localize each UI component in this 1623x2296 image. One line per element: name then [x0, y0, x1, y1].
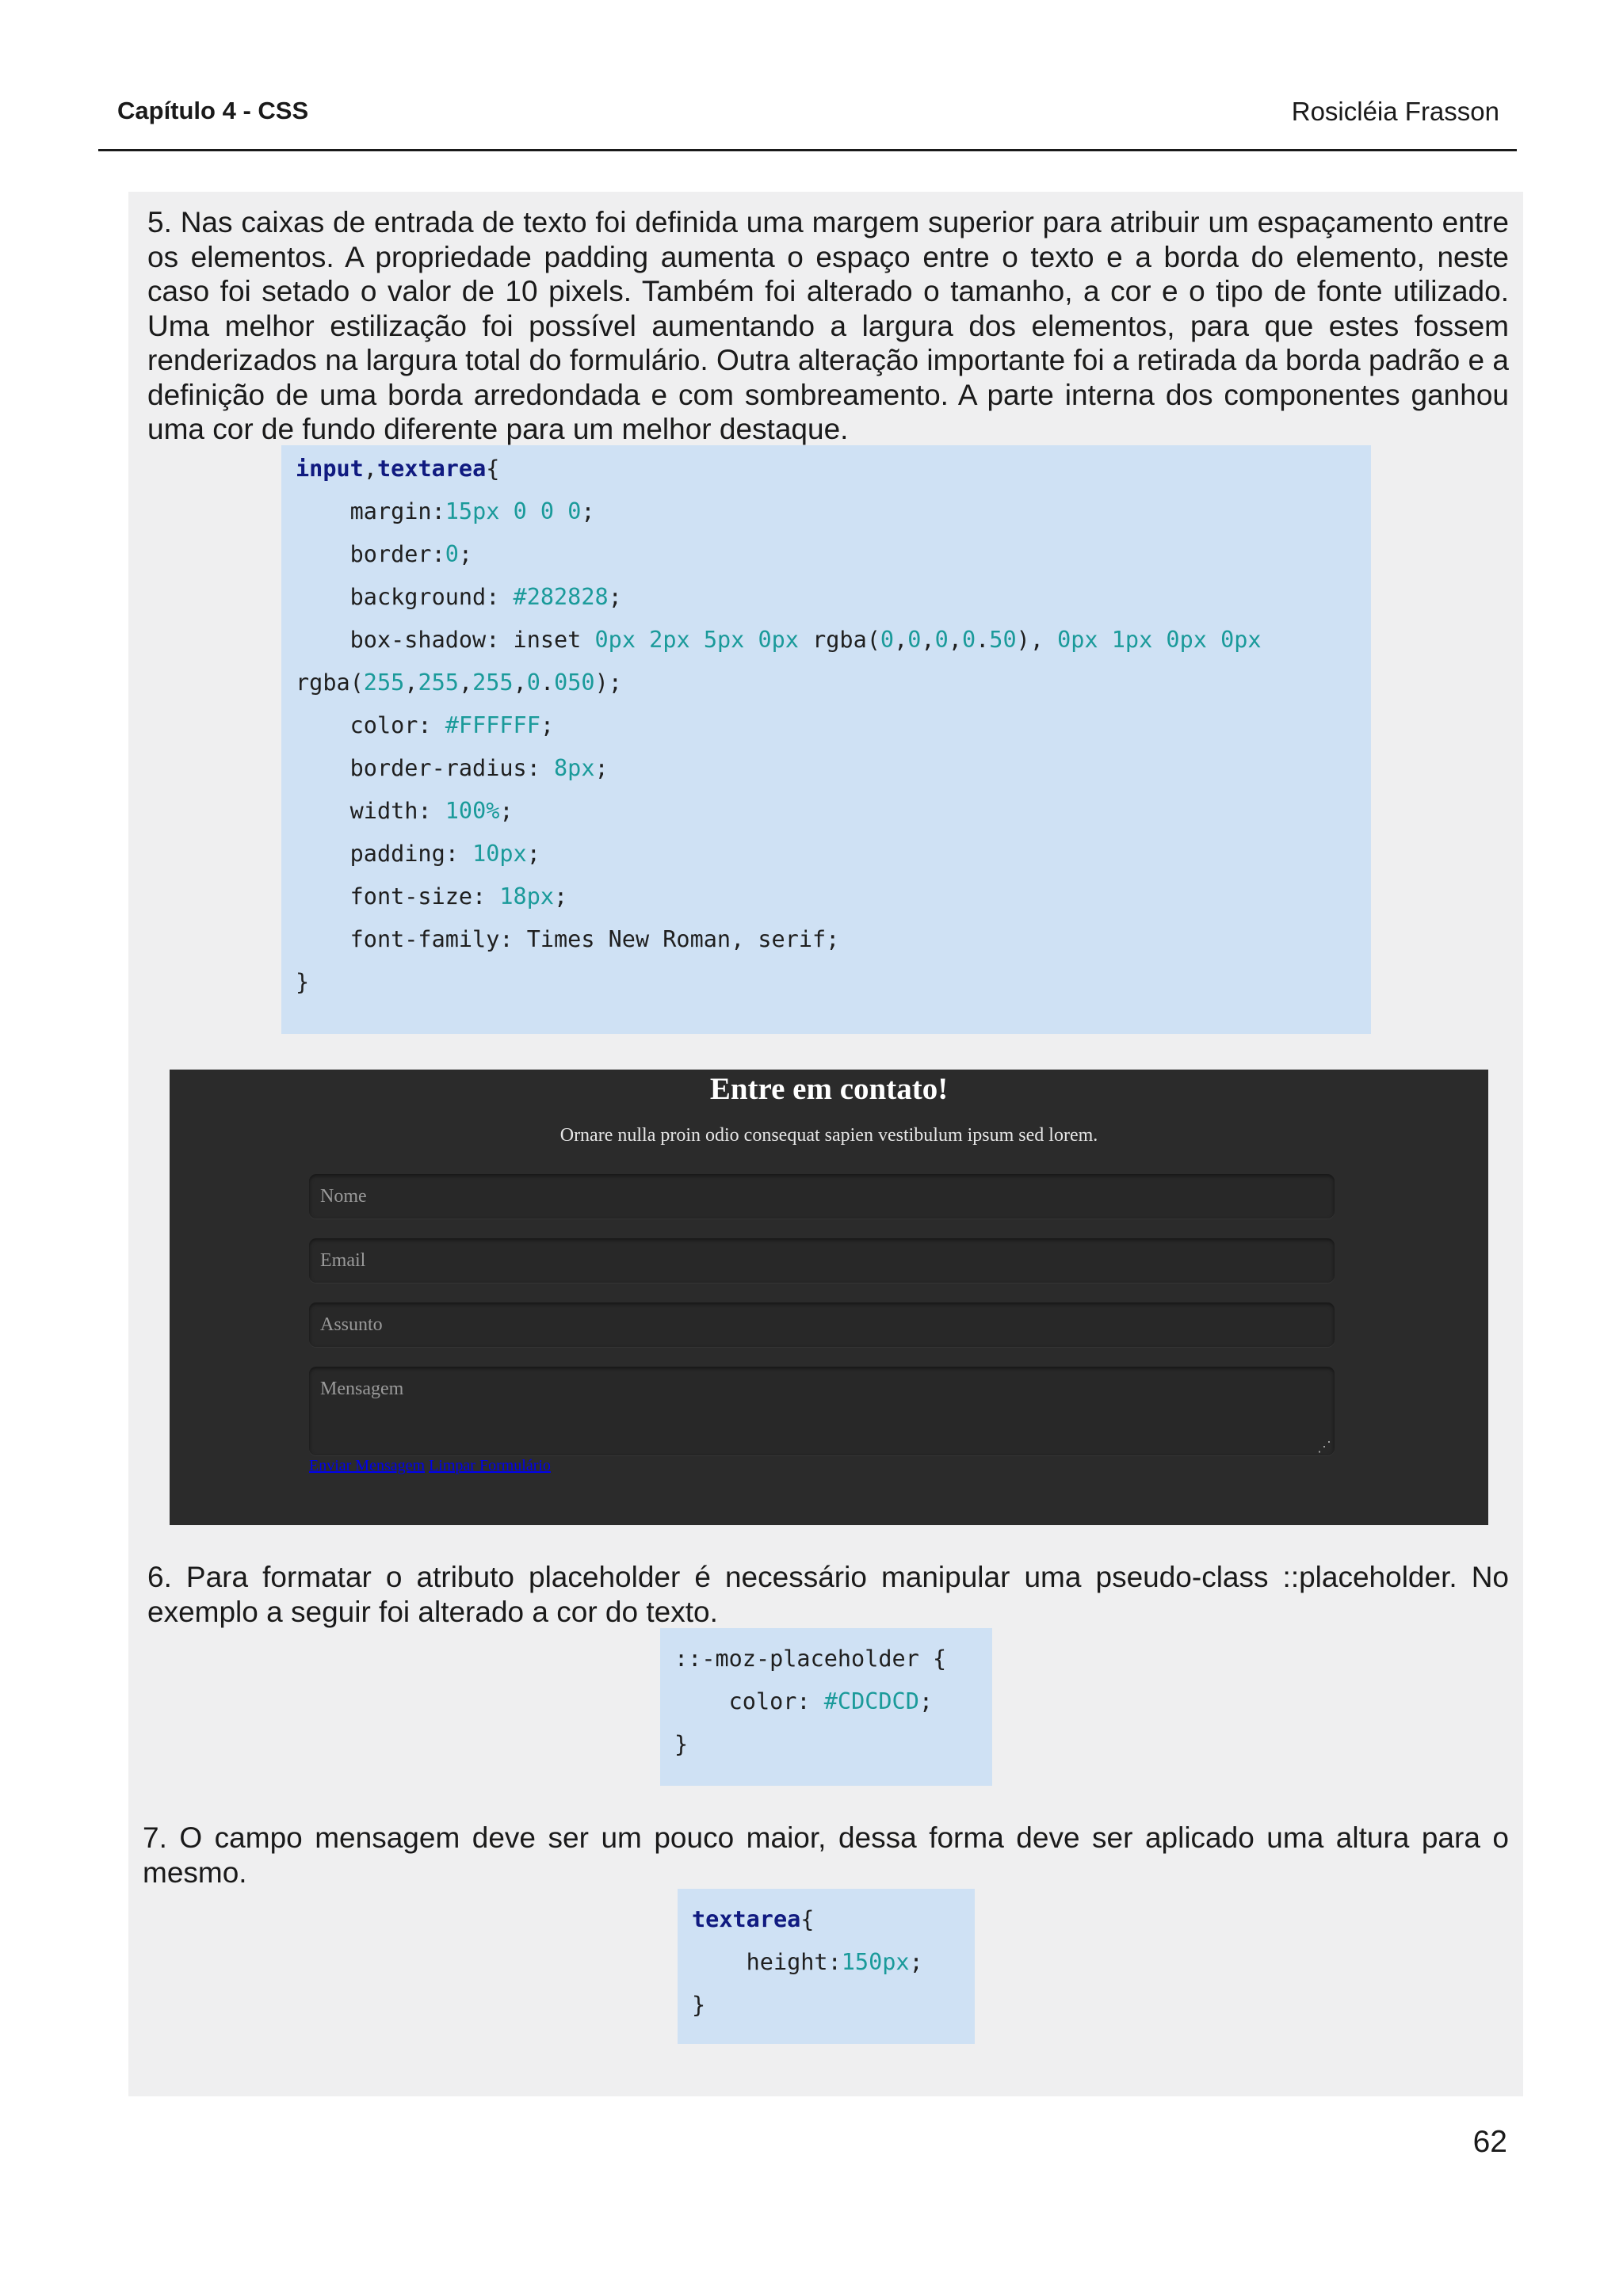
form-title: Entre em contato!	[709, 1072, 949, 1106]
code-line: border:0;	[296, 541, 473, 567]
page-number: 62	[1472, 2125, 1507, 2159]
code-line: padding: 10px;	[296, 841, 540, 867]
header-divider	[98, 149, 1517, 151]
step-6-code-block	[660, 1628, 992, 1786]
message-placeholder: Mensagem	[320, 1379, 404, 1399]
code-line: }	[692, 1992, 706, 2018]
code-line: box-shadow: inset 0px 2px 5px 0px rgba(0,0,0,0.50), 0px 1px 0px 0px	[296, 627, 1262, 653]
resize-handle-icon[interactable]: ⋰	[1317, 1439, 1331, 1455]
email-input[interactable]	[309, 1238, 1335, 1283]
code-line: }	[674, 1731, 689, 1757]
step-7-code-block	[678, 1889, 975, 2044]
chapter-title: Capítulo 4 - CSS	[117, 97, 309, 124]
name-placeholder: Nome	[320, 1186, 367, 1207]
email-placeholder: Email	[320, 1250, 366, 1271]
subject-input[interactable]	[309, 1302, 1335, 1347]
message-textarea[interactable]	[309, 1367, 1335, 1455]
contact-form-screenshot	[170, 1070, 1488, 1525]
code-line: color: #CDCDCD;	[674, 1688, 934, 1714]
step-5-code-block	[281, 445, 1371, 1034]
code-line: ::-moz-placeholder {	[674, 1646, 947, 1672]
code-line: textarea{	[692, 1906, 815, 1932]
code-line: font-family: Times New Roman, serif;	[296, 926, 840, 952]
author-name: Rosicléia Frasson	[1291, 97, 1499, 126]
form-subtitle: Ornare nulla proin odio consequat sapien vestibulum ipsum sed lorem.	[559, 1125, 1098, 1146]
code-line: color: #FFFFFF;	[296, 712, 555, 738]
code-line: input,textarea{	[296, 456, 500, 482]
clear-form-link[interactable]: Limpar Formulário	[429, 1457, 551, 1474]
code-line: height:150px;	[692, 1949, 923, 1975]
step-6-paragraph: 6. Para formatar o atributo placeholder é necessário manipular uma pseudo-class ::placeholder. No exemplo a seguir foi alterado a cor do texto.	[147, 1561, 1509, 1628]
code-line: font-size: 18px;	[296, 883, 568, 910]
name-input[interactable]	[309, 1174, 1335, 1219]
step-7-paragraph: 7. O campo mensagem deve ser um pouco maior, dessa forma deve ser aplicado uma altura para o mesmo.	[143, 1821, 1509, 1889]
code-line: border-radius: 8px;	[296, 755, 609, 781]
code-line: }	[296, 969, 310, 995]
step-5-paragraph: 5. Nas caixas de entrada de texto foi definida uma margem superior para atribuir um espaçamento entre os elementos. A propriedade padding aumenta o espaço entre o texto e a borda do elemento, neste caso foi setado o valor de 10 pixels. Também foi alterado o tamanho, a cor e o tipo de fonte utilizado. Uma melhor estilização foi possível aumentando a largura dos elementos, para que estes fossem renderizados na largura total do formulário. Outra alteração importante foi a retirada da borda padrão e a definição de uma borda arredondada e com sombreamento. A parte interna dos componentes ganhou uma cor de fundo diferente para um melhor destaque.	[147, 206, 1509, 445]
code-line: rgba(255,255,255,0.050);	[296, 669, 622, 696]
code-line: background: #282828;	[296, 584, 622, 610]
form-actions	[309, 1457, 551, 1475]
code-line: width: 100%;	[296, 798, 514, 824]
subject-placeholder: Assunto	[320, 1314, 383, 1335]
code-line: margin:15px 0 0 0;	[296, 498, 595, 524]
send-message-link[interactable]: Enviar Mensagem	[309, 1457, 426, 1474]
